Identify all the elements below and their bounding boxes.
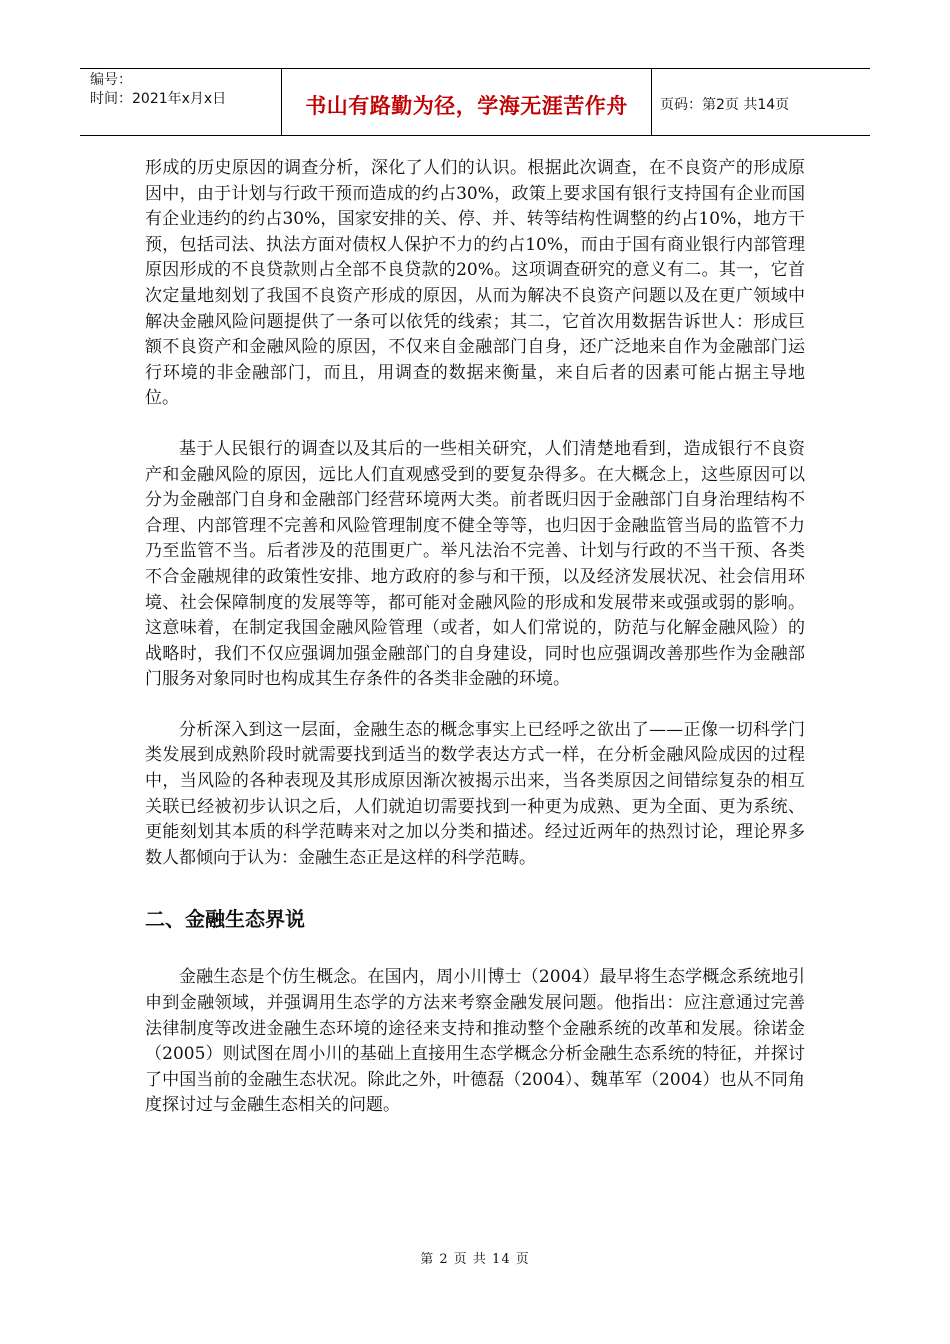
document-body [145, 156, 805, 1119]
page-footer: 第 2 页 共 14 页 [420, 1252, 530, 1267]
header-page-info: 页码：第2页 共14页 [660, 97, 790, 113]
paragraph-causes: 基于人民银行的调查以及其后的一些相关研究，人们清楚地看到，造成银行不良资产和金融风险的原因，远比人们直观感受到的要复杂得多。在大概念上，这些原因可以分为金融部门自身和金融部门经营环境两大类。前者既归因于金融部门自身治理结构不合理、内部管理不完善和风险管理制度不健全等等，也归因于金融监管当局的监管不力乃至监管不当。后者涉及的范围更广。举凡法治不完善、计划与行政的不当干预、各类不合金融规律的政策性安排、地方政府的参与和干预，以及经济发展状况、社会信用环境、社会保障制度的发展等等，都可能对金融风险的形成和发展带来或强或弱的影响。这意味着，在制定我国金融风险管理（或者，如人们常说的，防范与化解金融风险）的战略时，我们不仅应强调加强金融部门的自身建设，同时也应强调改善那些作为金融部门服务对象同时也构成其生存条件的各类非金融的环境。 [145, 438, 805, 690]
paragraph-continuation: 形成的历史原因的调查分析，深化了人们的认识。根据此次调查，在不良资产的形成原因中，由于计划与行政干预而造成的约占30%，政策上要求国有银行支持国有企业而国有企业违约的约占30%，国家安排的关、停、并、转等结构性调整的约占10%，地方干预，包括司法、执法方面对债权人保护不力的约占10%，而由于国有商业银行内部管理原因形成的不良贷款则占全部不良贷款的20%。这项调查研究的意义有二。其一，它首次定量地刻划了我国不良资产形成的原因，从而为解决不良资产问题以及在更广领域中解决金融风险问题提供了一条可以依凭的线索；其二，它首次用数据告诉世人：形成巨额不良资产和金融风险的原因，不仅来自金融部门自身，还广泛地来自作为金融部门运行环境的非金融部门，而且，用调查的数据来衡量，来自后者的因素可能占据主导地位。 [145, 158, 805, 409]
section-heading: 二、金融生态界说 [145, 907, 305, 932]
header-motto: 书山有路勤为径，学海无涯苦作舟 [305, 94, 628, 118]
paragraph-analysis: 分析深入到这一层面，金融生态的概念事实上已经呼之欲出了——正像一切科学门类发展到成熟阶段时就需要找到适当的数学表达方式一样，在分析金融风险成因的过程中，当风险的各种表现及其形成原因渐次被揭示出来，当各类原因之间错综复杂的相互关联已经被初步认识之后，人们就迫切需要找到一种更为成熟、更为全面、更为系统、更能刻划其本质的科学范畴来对之加以分类和描述。经过近两年的热烈讨论，理论界多数人都倾向于认为：金融生态正是这样的科学范畴。 [145, 719, 805, 868]
document-number-label: 编号： [90, 72, 132, 88]
header-meta-cell [80, 69, 281, 135]
document-date-label: 时间：2021年x月x日 [90, 91, 227, 107]
header-page-cell [652, 69, 870, 135]
header-motto-cell [281, 69, 652, 135]
page-header [80, 68, 870, 136]
paragraph-definition: 金融生态是个仿生概念。在国内，周小川博士（2004）最早将生态学概念系统地引申到金融领域，并强调用生态学的方法来考察金融发展问题。他指出：应注意通过完善法律制度等改进金融生态环境的途径来支持和推动整个金融系统的改革和发展。徐诺金（2005）则试图在周小川的基础上直接用生态学概念分析金融生态系统的特征，并探讨了中国当前的金融生态状况。除此之外，叶德磊（2004）、魏革军（2004）也从不同角度探讨过与金融生态相关的问题。 [145, 967, 805, 1116]
